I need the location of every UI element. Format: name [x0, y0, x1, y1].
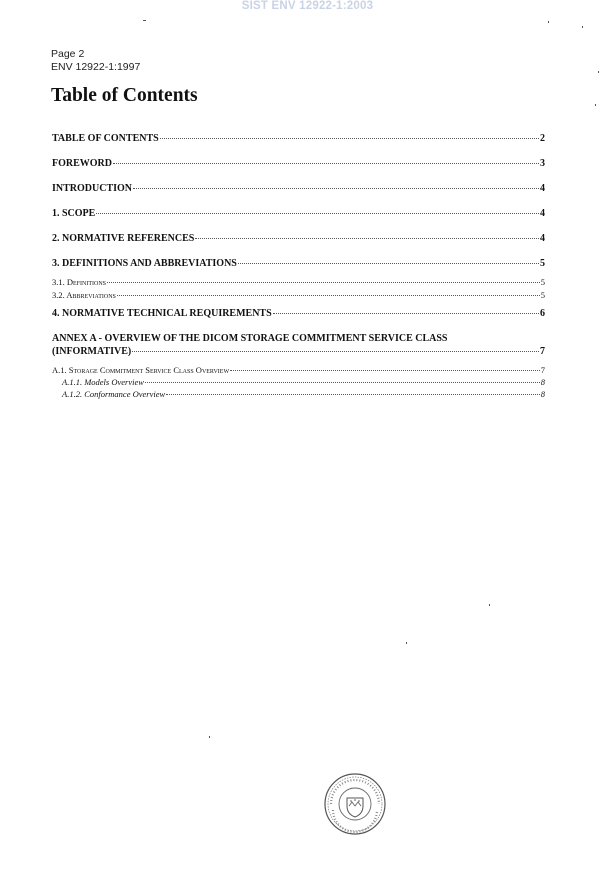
toc-entry[interactable]	[52, 308, 545, 319]
toc-entry-text: 3. DEFINITIONS AND ABBREVIATIONS	[52, 258, 237, 269]
toc-entry-page: 5	[540, 290, 545, 300]
toc-entry-text: 1. SCOPE	[52, 208, 96, 219]
dot-leader	[230, 369, 540, 371]
page-header	[51, 48, 140, 73]
toc-entry[interactable]	[52, 208, 545, 219]
toc-entry-page: 5	[540, 277, 545, 287]
page-number-label: Page 2	[51, 48, 85, 60]
toc-entry-text: A.1.1. Models Overview	[62, 377, 144, 387]
toc-entry-page: 2	[540, 133, 545, 144]
toc-entry-text: 2. NORMATIVE REFERENCES	[52, 233, 195, 244]
toc-entry[interactable]	[52, 389, 545, 399]
page-title: Table of Contents	[51, 85, 198, 106]
document-id: ENV 12922-1:1997	[51, 60, 141, 73]
toc-entry[interactable]	[52, 158, 545, 169]
dot-leader	[96, 212, 539, 214]
official-seal-icon	[323, 772, 387, 836]
dot-leader	[117, 294, 540, 296]
toc-entry[interactable]	[52, 233, 545, 244]
dot-leader	[107, 281, 540, 283]
dot-leader	[273, 312, 539, 314]
toc-entry-page: 6	[540, 308, 545, 319]
dot-leader	[160, 137, 539, 139]
dot-leader	[133, 187, 539, 189]
dot-leader	[238, 262, 539, 264]
toc-entry-page: 4	[540, 183, 545, 194]
dot-leader	[113, 162, 539, 164]
toc-entry[interactable]	[52, 377, 545, 387]
toc-entry-page: 8	[540, 377, 545, 387]
toc-entry[interactable]	[52, 183, 545, 194]
toc-entry-text: A.1. Storage Commitment Service Class Overview	[52, 365, 230, 375]
toc-entry-text: (INFORMATIVE)	[52, 346, 132, 357]
toc-entry-text: FOREWORD	[52, 158, 112, 169]
toc-entry-page: 5	[540, 258, 545, 269]
dot-leader	[195, 237, 539, 239]
toc-entry-page: 7	[540, 365, 545, 375]
toc-entry-text: TABLE OF CONTENTS	[52, 133, 159, 144]
dot-leader	[166, 393, 540, 395]
toc-entry-text: 4. NORMATIVE TECHNICAL REQUIREMENTS	[52, 308, 272, 319]
toc-entry-text: 3.2. Abbreviations	[52, 290, 116, 300]
toc-entry[interactable]	[52, 290, 545, 300]
toc-entry[interactable]	[52, 365, 545, 375]
toc-entry-text: A.1.2. Conformance Overview	[62, 389, 166, 399]
toc-entry-page: 8	[540, 389, 545, 399]
toc-entry-page: 4	[540, 208, 545, 219]
watermark: SIST ENV 12922-1:2003	[241, 0, 374, 12]
toc-annex-heading[interactable]: ANNEX A - OVERVIEW OF THE DICOM STORAGE COMMITMENT SERVICE CLASS	[52, 333, 448, 344]
toc-entry-page: 3	[540, 158, 545, 169]
dot-leader	[145, 381, 540, 383]
toc-entry[interactable]	[52, 133, 545, 144]
toc-entry-text: INTRODUCTION	[52, 183, 133, 194]
toc-entry[interactable]	[52, 346, 545, 357]
toc-entry[interactable]	[52, 277, 545, 287]
dot-leader	[132, 350, 539, 352]
toc-entry[interactable]	[52, 258, 545, 269]
toc-entry-text: 3.1. Definitions	[52, 277, 107, 287]
toc-entry-page: 4	[540, 233, 545, 244]
toc-entry-page: 7	[540, 346, 545, 357]
